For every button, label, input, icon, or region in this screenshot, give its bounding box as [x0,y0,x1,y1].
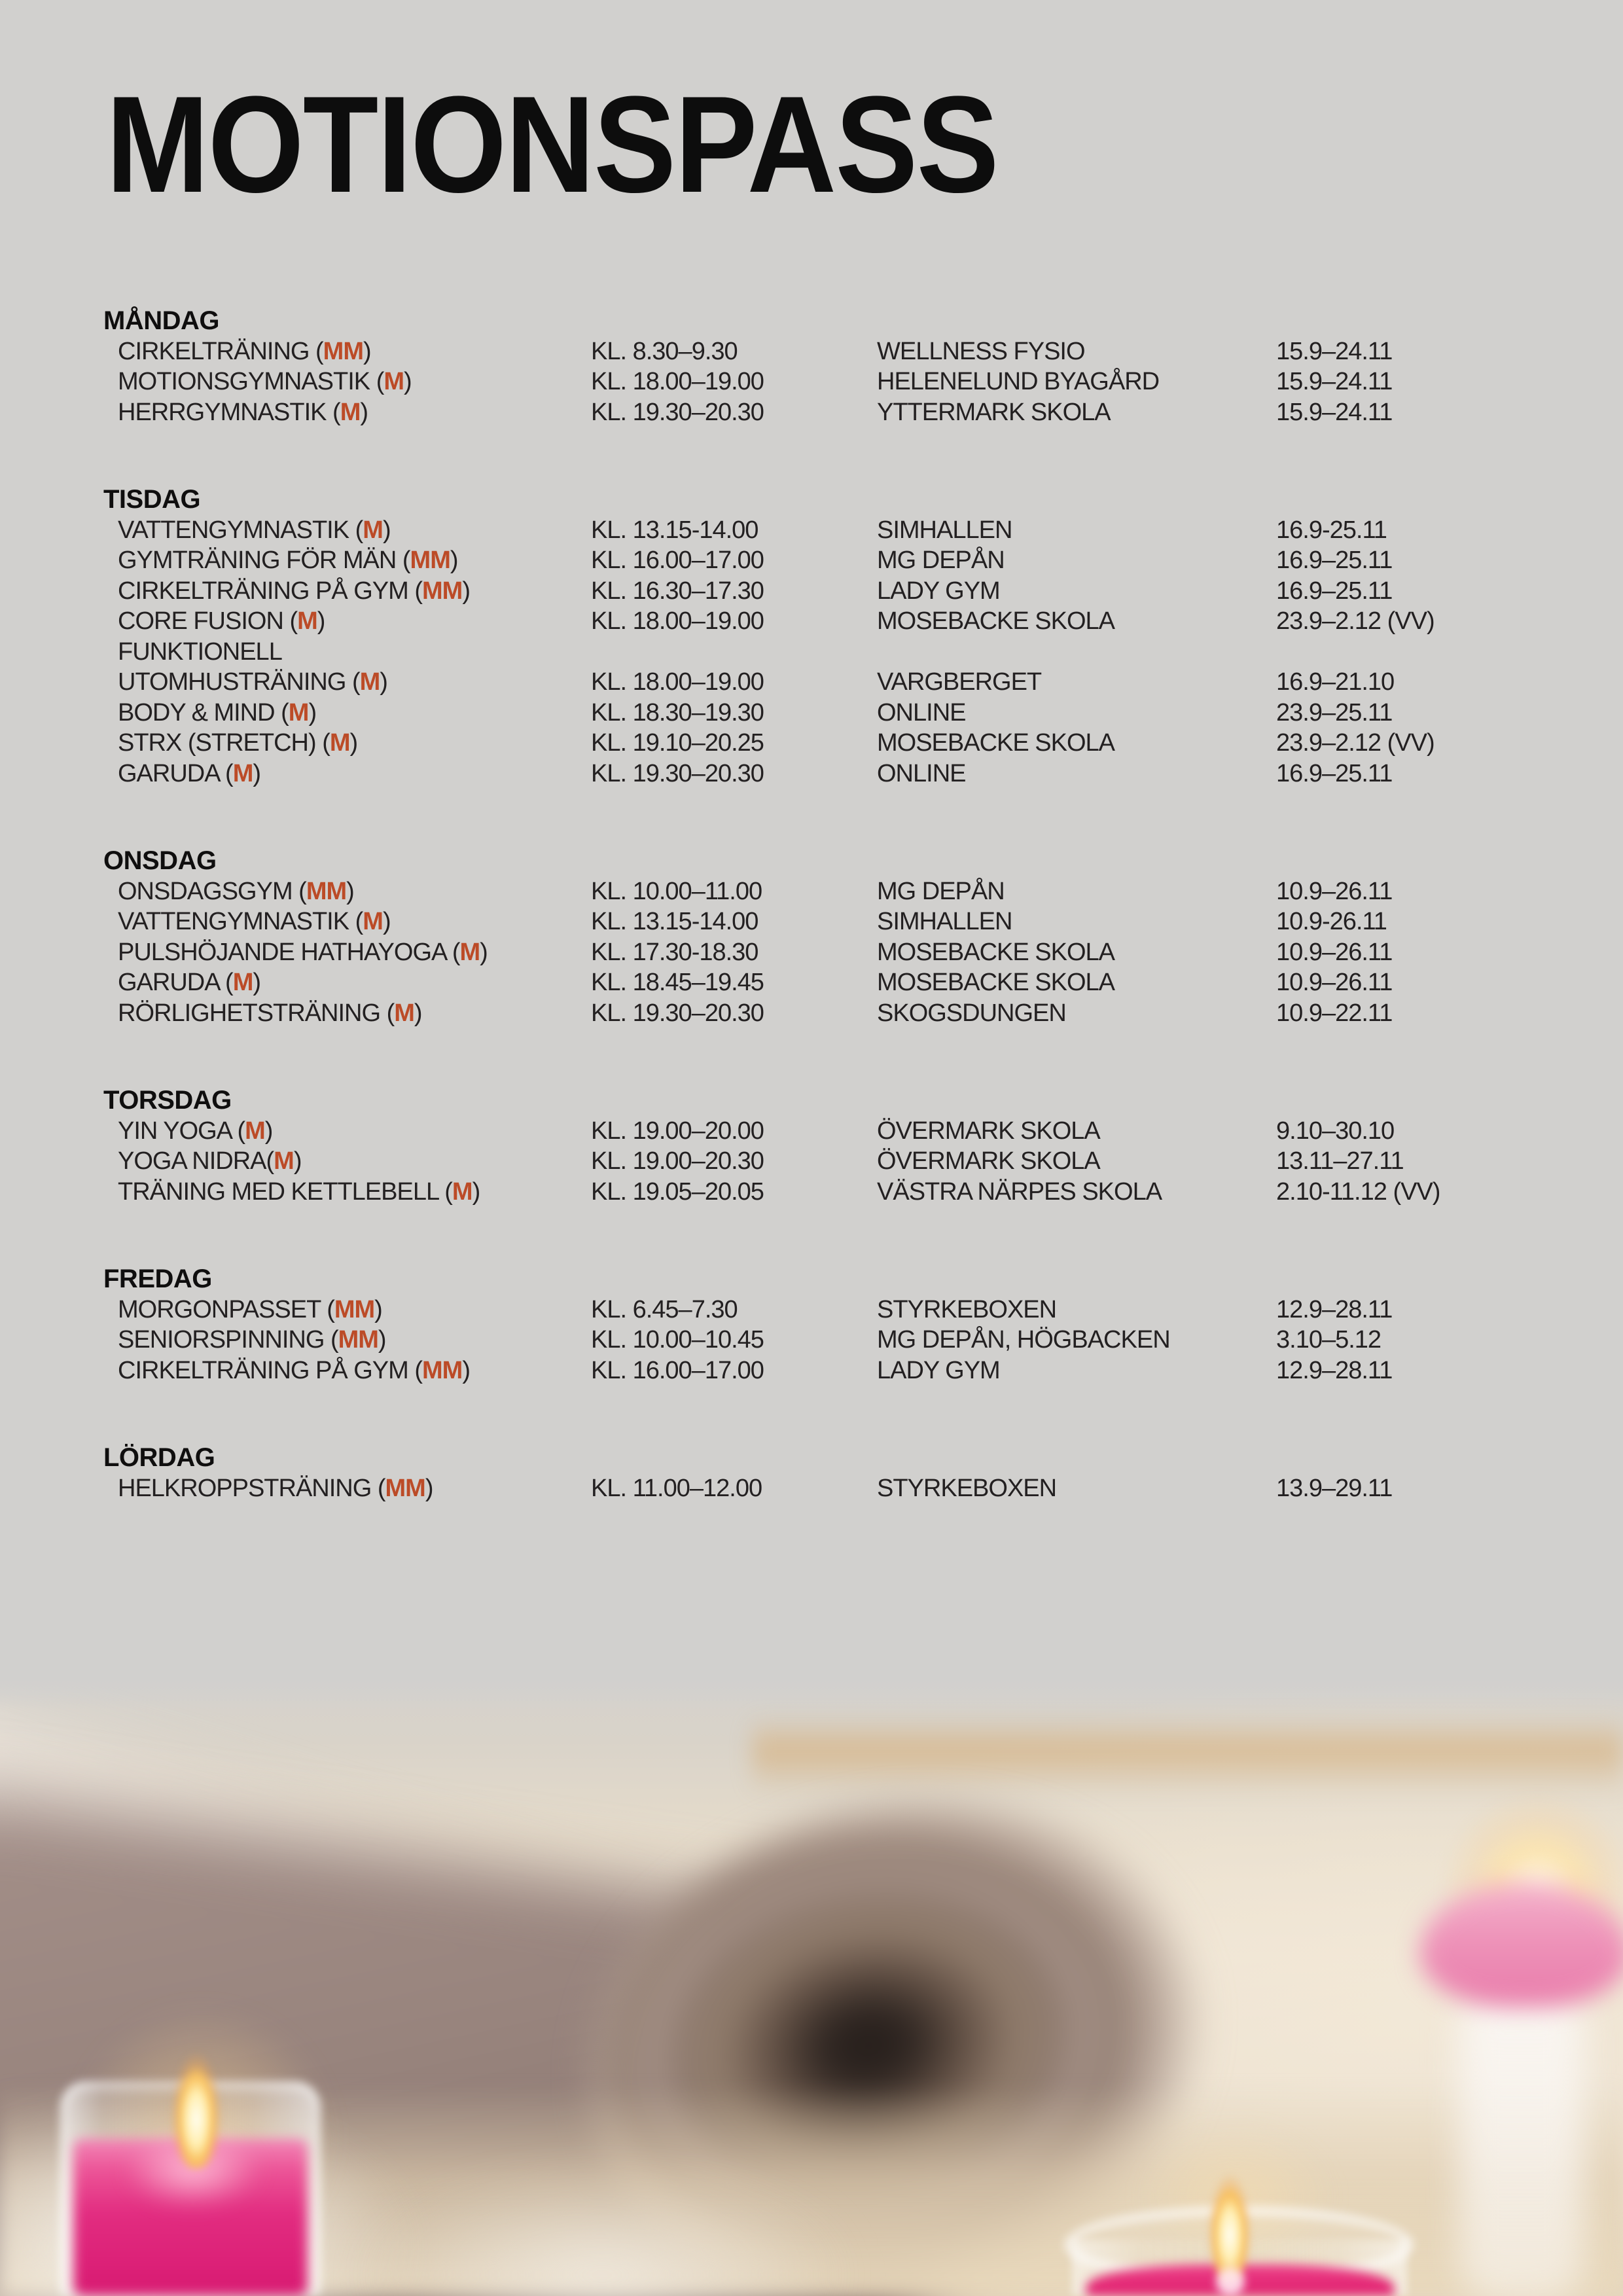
class-row [103,1116,1597,1147]
class-name-line: CIRKELTRÄNING (MM) [118,337,371,365]
level-badge: MM [338,1326,378,1354]
class-time: KL. 19.05–20.05 [591,1177,764,1206]
class-row [103,637,1597,698]
class-time: KL. 13.15-14.00 [591,516,758,544]
class-time: KL. 8.30–9.30 [591,337,738,365]
class-location: MOSEBACKE SKOLA [877,938,1115,966]
class-name-cell [103,545,591,576]
class-time: KL. 16.00–17.00 [591,547,764,574]
class-time: KL. 19.30–20.30 [591,759,764,787]
level-badge: M [459,938,480,966]
class-dates: 12.9–28.11 [1276,1295,1393,1323]
level-badge: M [340,398,361,426]
class-time: KL. 18.45–19.45 [591,969,764,996]
class-location: STYRKEBOXEN [877,1295,1057,1323]
class-dates: 16.9–21.10 [1276,668,1395,696]
class-time: KL. 19.10–20.25 [591,729,764,757]
class-name-cell [103,576,591,607]
level-badge: MM [422,1356,463,1384]
day-header: ONSDAG [103,846,217,875]
class-name-cell [103,906,591,937]
class-dates: 12.9–28.11 [1276,1356,1393,1384]
level-badge: M [245,1117,265,1145]
class-row [103,728,1597,759]
class-dates: 15.9–24.11 [1276,398,1393,426]
level-badge: M [363,908,383,935]
class-row [103,1325,1597,1355]
class-name-line: VATTENGYMNASTIK (M) [118,908,391,935]
class-row [103,906,1597,937]
day-section [103,484,1597,789]
class-location: STYRKEBOXEN [877,1474,1057,1502]
class-location: VARGBERGET [877,668,1042,696]
level-badge: MM [422,577,463,605]
class-name-line: PULSHÖJANDE HATHAYOGA (M) [118,938,488,966]
day-section [103,306,1597,427]
class-time: KL. 6.45–7.30 [591,1295,738,1323]
class-time: KL. 17.30-18.30 [591,938,758,966]
class-dates: 10.9–22.11 [1276,999,1393,1027]
class-name-line: RÖRLIGHETSTRÄNING (M) [118,999,422,1027]
class-name-cell [103,937,591,968]
level-badge: M [329,729,350,757]
class-location: ÖVERMARK SKOLA [877,1147,1100,1175]
center-candle-reflection [1216,2267,1245,2296]
day-section [103,1264,1597,1386]
class-time: KL. 19.00–20.30 [591,1147,764,1175]
class-row [103,397,1597,428]
class-row [103,606,1597,637]
class-name-cell [103,1177,591,1208]
level-badge: MM [385,1474,425,1502]
class-dates: 23.9–2.12 (VV) [1276,607,1435,635]
class-row [103,1146,1597,1177]
level-badge: M [452,1177,473,1206]
class-name-cell [103,1325,591,1355]
day-header: MÅNDAG [103,306,219,335]
class-row [103,698,1597,728]
class-row [103,759,1597,789]
class-location: YTTERMARK SKOLA [877,398,1111,426]
level-badge: MM [306,877,347,905]
section-rows [103,1295,1597,1386]
class-name-cell [103,1295,591,1325]
class-name-line: YOGA NIDRA(M) [118,1147,302,1175]
class-dates: 15.9–24.11 [1276,368,1393,395]
class-name-line: YIN YOGA (M) [118,1117,273,1145]
class-location: HELENELUND BYAGÅRD [877,368,1160,395]
photo-top-blend [0,1679,1623,1710]
class-location: VÄSTRA NÄRPES SKOLA [877,1177,1162,1206]
level-badge: M [232,969,253,996]
class-name-cell [103,698,591,728]
class-name-line: STRX (STRETCH) (M) [118,729,358,757]
class-name-line: ONSDAGSGYM (MM) [118,877,354,905]
class-row [103,937,1597,968]
class-location: MOSEBACKE SKOLA [877,607,1115,635]
class-row [103,1177,1597,1208]
schedule [103,306,1597,1560]
class-name-cell [103,515,591,546]
class-name-cell [103,367,591,397]
class-name-line: UTOMHUSTRÄNING (M) [118,668,387,696]
class-dates: 10.9–26.11 [1276,938,1393,966]
day-header: TISDAG [103,485,201,514]
class-location: WELLNESS FYSIO [877,337,1085,365]
class-location: SIMHALLEN [877,908,1012,935]
class-time: KL. 19.30–20.30 [591,398,764,426]
class-name-cell [103,759,591,789]
class-location: MOSEBACKE SKOLA [877,969,1115,996]
class-name-line: GARUDA (M) [118,759,261,787]
class-time: KL. 16.00–17.00 [591,1356,764,1384]
level-badge: M [363,516,383,544]
class-row [103,998,1597,1029]
class-name-cell [103,606,591,637]
day-header: TORSDAG [103,1086,232,1115]
class-location: MG DEPÅN [877,877,1005,905]
level-badge: MM [334,1295,375,1323]
class-name-cell [103,728,591,759]
class-dates: 10.9-26.11 [1276,908,1387,935]
day-section [103,1443,1597,1503]
class-name-cell [103,1116,591,1147]
class-location: MG DEPÅN, HÖGBACKEN [877,1326,1170,1354]
class-time: KL. 10.00–10.45 [591,1326,764,1354]
class-time: KL. 13.15-14.00 [591,908,758,935]
class-time: KL. 18.00–19.00 [591,607,764,635]
class-name-line: HELKROPPSTRÄNING (MM) [118,1474,433,1502]
level-badge: M [274,1147,294,1175]
tealight-glass-stem [1459,1987,1584,2296]
day-section [103,846,1597,1028]
class-name-line: SENIORSPINNING (MM) [118,1326,386,1354]
class-dates: 3.10–5.12 [1276,1326,1382,1354]
class-time: KL. 18.00–19.00 [591,368,764,395]
class-time: KL. 18.30–19.30 [591,698,764,726]
class-row [103,367,1597,397]
class-location: ÖVERMARK SKOLA [877,1117,1100,1145]
class-name-line: FUNKTIONELL [118,637,282,666]
class-name-line: TRÄNING MED KETTLEBELL (M) [118,1177,480,1206]
class-location: LADY GYM [877,1356,1000,1384]
class-dates: 16.9–25.11 [1276,547,1393,574]
class-name-line: MORGONPASSET (MM) [118,1295,382,1323]
class-location: SIMHALLEN [877,516,1012,544]
class-name-line: CIRKELTRÄNING PÅ GYM (MM) [118,1356,470,1384]
section-rows [103,515,1597,789]
level-badge: M [394,999,414,1027]
class-name-line: VATTENGYMNASTIK (M) [118,516,391,544]
class-dates: 10.9–26.11 [1276,969,1393,996]
class-location: MG DEPÅN [877,547,1005,574]
class-time: KL. 19.30–20.30 [591,999,764,1027]
level-badge: MM [323,337,363,365]
level-badge: M [297,607,317,635]
class-row [103,967,1597,998]
class-name-cell [103,998,591,1029]
section-rows [103,1473,1597,1504]
class-name-line: HERRGYMNASTIK (M) [118,398,368,426]
class-time: KL. 11.00–12.00 [591,1474,762,1502]
class-row [103,336,1597,367]
class-dates: 16.9–25.11 [1276,577,1393,605]
class-row [103,1473,1597,1504]
class-dates: 13.9–29.11 [1276,1474,1393,1502]
section-rows [103,876,1597,1029]
class-dates: 23.9–2.12 (VV) [1276,729,1435,757]
class-dates: 10.9–26.11 [1276,877,1393,905]
class-name-cell [103,876,591,907]
class-dates: 13.11–27.11 [1276,1147,1404,1175]
section-rows [103,1116,1597,1208]
class-name-cell [103,967,591,998]
class-row [103,545,1597,576]
class-name-line: GYMTRÄNING FÖR MÄN (MM) [118,547,458,574]
level-badge: M [288,698,309,726]
class-name-line: CIRKELTRÄNING PÅ GYM (MM) [118,577,470,605]
class-row [103,515,1597,546]
class-name-cell [103,1355,591,1386]
section-rows [103,336,1597,428]
level-badge: M [232,759,253,787]
class-time: KL. 19.00–20.00 [591,1117,764,1145]
class-row [103,576,1597,607]
class-name-cell [103,1473,591,1504]
class-name-cell [103,397,591,428]
class-dates: 2.10-11.12 (VV) [1276,1177,1440,1206]
level-badge: MM [410,547,450,574]
class-row [103,1355,1597,1386]
table-edge-highlight [753,1716,1623,1795]
class-location: SKOGSDUNGEN [877,999,1066,1027]
class-dates: 23.9–25.11 [1276,698,1393,726]
yoga-mat-photo [0,1679,1623,2296]
day-header: FREDAG [103,1265,212,1293]
class-name-line: CORE FUSION (M) [118,607,325,635]
class-time: KL. 18.00–19.00 [591,668,764,696]
class-row [103,1295,1597,1325]
class-time: KL. 16.30–17.30 [591,577,764,605]
level-badge: M [383,368,404,395]
class-location: LADY GYM [877,577,1000,605]
day-section [103,1085,1597,1207]
class-name-cell [103,1146,591,1177]
class-name-cell [103,336,591,367]
class-name-line: GARUDA (M) [118,969,261,996]
class-location: MOSEBACKE SKOLA [877,729,1115,757]
class-time: KL. 10.00–11.00 [591,877,762,905]
class-location: ONLINE [877,698,966,726]
day-header: LÖRDAG [103,1443,215,1472]
class-row [103,876,1597,907]
level-badge: M [359,668,380,696]
class-dates: 16.9-25.11 [1276,516,1387,544]
class-dates: 9.10–30.10 [1276,1117,1395,1145]
class-location: ONLINE [877,759,966,787]
class-name-cell [103,637,591,698]
class-name-line: BODY & MIND (M) [118,698,317,726]
page-title: MOTIONSPASS [106,67,998,221]
class-dates: 15.9–24.11 [1276,337,1393,365]
class-name-line: MOTIONSGYMNASTIK (M) [118,368,412,395]
class-dates: 16.9–25.11 [1276,759,1393,787]
